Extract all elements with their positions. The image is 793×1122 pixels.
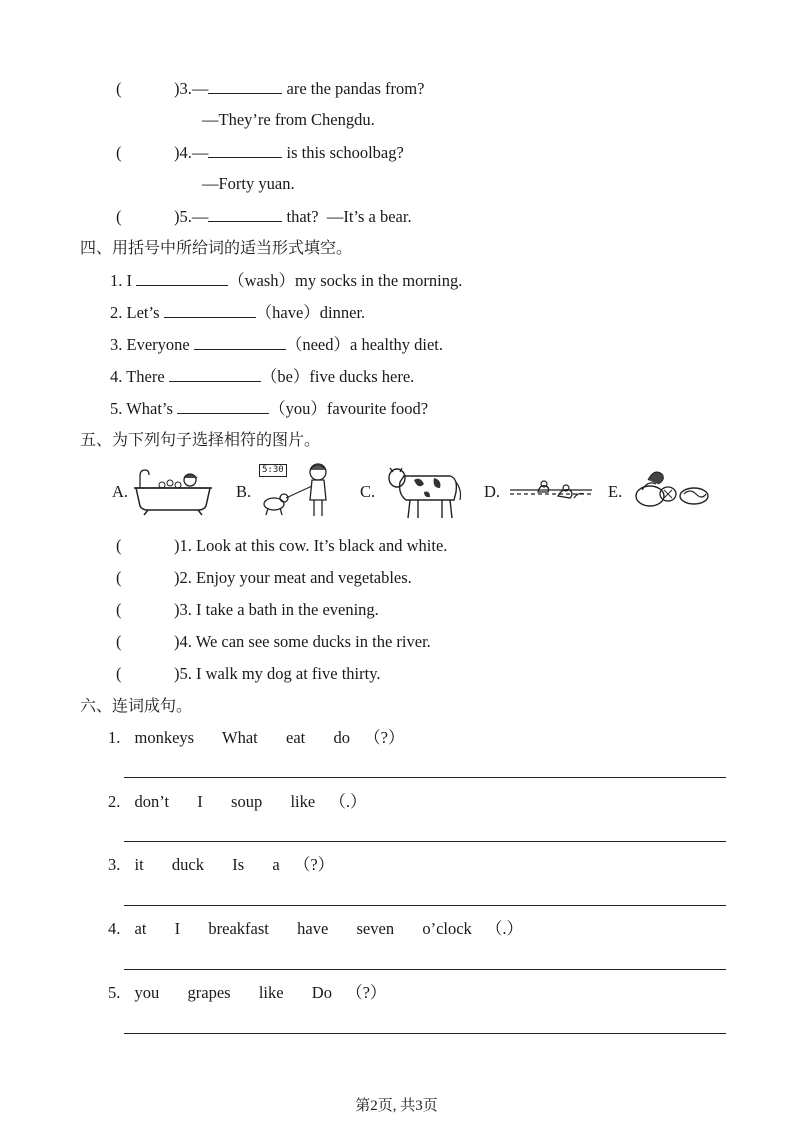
q3-4: ( )4.— is this schoolbag? <box>116 143 404 162</box>
q4-1: 1. I （wash）my socks in the morning. <box>110 271 463 290</box>
answer-blank[interactable] <box>208 78 282 94</box>
answer-blank[interactable] <box>177 398 269 414</box>
q3-3: ( )3.— are the pandas from? <box>116 79 425 98</box>
q4-4: 4. There （be）five ducks here. <box>110 367 415 386</box>
q3-3-reply: —They’re from Chengdu. <box>202 110 375 129</box>
q6-3: 3. it duck Is a （?） <box>108 855 335 874</box>
answer-blank[interactable] <box>208 142 282 158</box>
option-e-label: E. <box>608 482 623 501</box>
answer-line[interactable] <box>124 777 726 778</box>
q5-1: ( )1. Look at this cow. It’s black and white. <box>116 536 448 555</box>
page-footer: 第2页, 共3页 <box>355 1098 438 1114</box>
answer-blank[interactable] <box>169 366 261 382</box>
q5-2: ( )2. Enjoy your meat and vegetables. <box>116 568 412 587</box>
cow-icon <box>384 460 464 522</box>
option-a-label: A. <box>112 482 129 501</box>
q6-1: 1. monkeys What eat do （?） <box>108 728 405 747</box>
bathtub-icon <box>132 466 214 516</box>
clock-display: 5:30 <box>259 464 287 477</box>
answer-line[interactable] <box>124 969 726 970</box>
option-b-label: B. <box>236 482 252 501</box>
q5-4: ( )4. We can see some ducks in the river. <box>116 632 431 651</box>
section5-title: 五、为下列句子选择相符的图片。 <box>80 430 321 449</box>
q5-5: ( )5. I walk my dog at five thirty. <box>116 664 381 683</box>
q6-2: 2. don’t I soup like （.） <box>108 792 367 811</box>
answer-line[interactable] <box>124 841 726 842</box>
ducks-river-icon <box>508 478 594 506</box>
q3-5: ( )5.— that? —It’s a bear. <box>116 207 412 226</box>
q6-4: 4. at I breakfast have seven o’clock （.） <box>108 919 524 938</box>
q5-3: ( )3. I take a bath in the evening. <box>116 600 379 619</box>
option-c-label: C. <box>360 482 376 501</box>
q3-4-reply: —Forty yuan. <box>202 174 295 193</box>
answer-blank[interactable] <box>208 206 282 222</box>
answer-blank[interactable] <box>194 334 286 350</box>
q6-5: 5. you grapes like Do （?） <box>108 983 387 1002</box>
answer-blank[interactable] <box>164 302 256 318</box>
meat-vegetables-icon <box>632 466 712 510</box>
q4-5: 5. What’s （you）favourite food? <box>110 399 429 418</box>
q4-3: 3. Everyone （need）a healthy diet. <box>110 335 444 354</box>
answer-line[interactable] <box>124 905 726 906</box>
answer-blank[interactable] <box>136 270 228 286</box>
section6-title: 六、连词成句。 <box>80 696 193 715</box>
option-d-label: D. <box>484 482 501 501</box>
dog-walking-icon <box>256 458 336 520</box>
answer-line[interactable] <box>124 1033 726 1034</box>
section4-title: 四、用括号中所给词的适当形式填空。 <box>80 238 353 257</box>
q4-2: 2. Let’s （have）dinner. <box>110 303 366 322</box>
